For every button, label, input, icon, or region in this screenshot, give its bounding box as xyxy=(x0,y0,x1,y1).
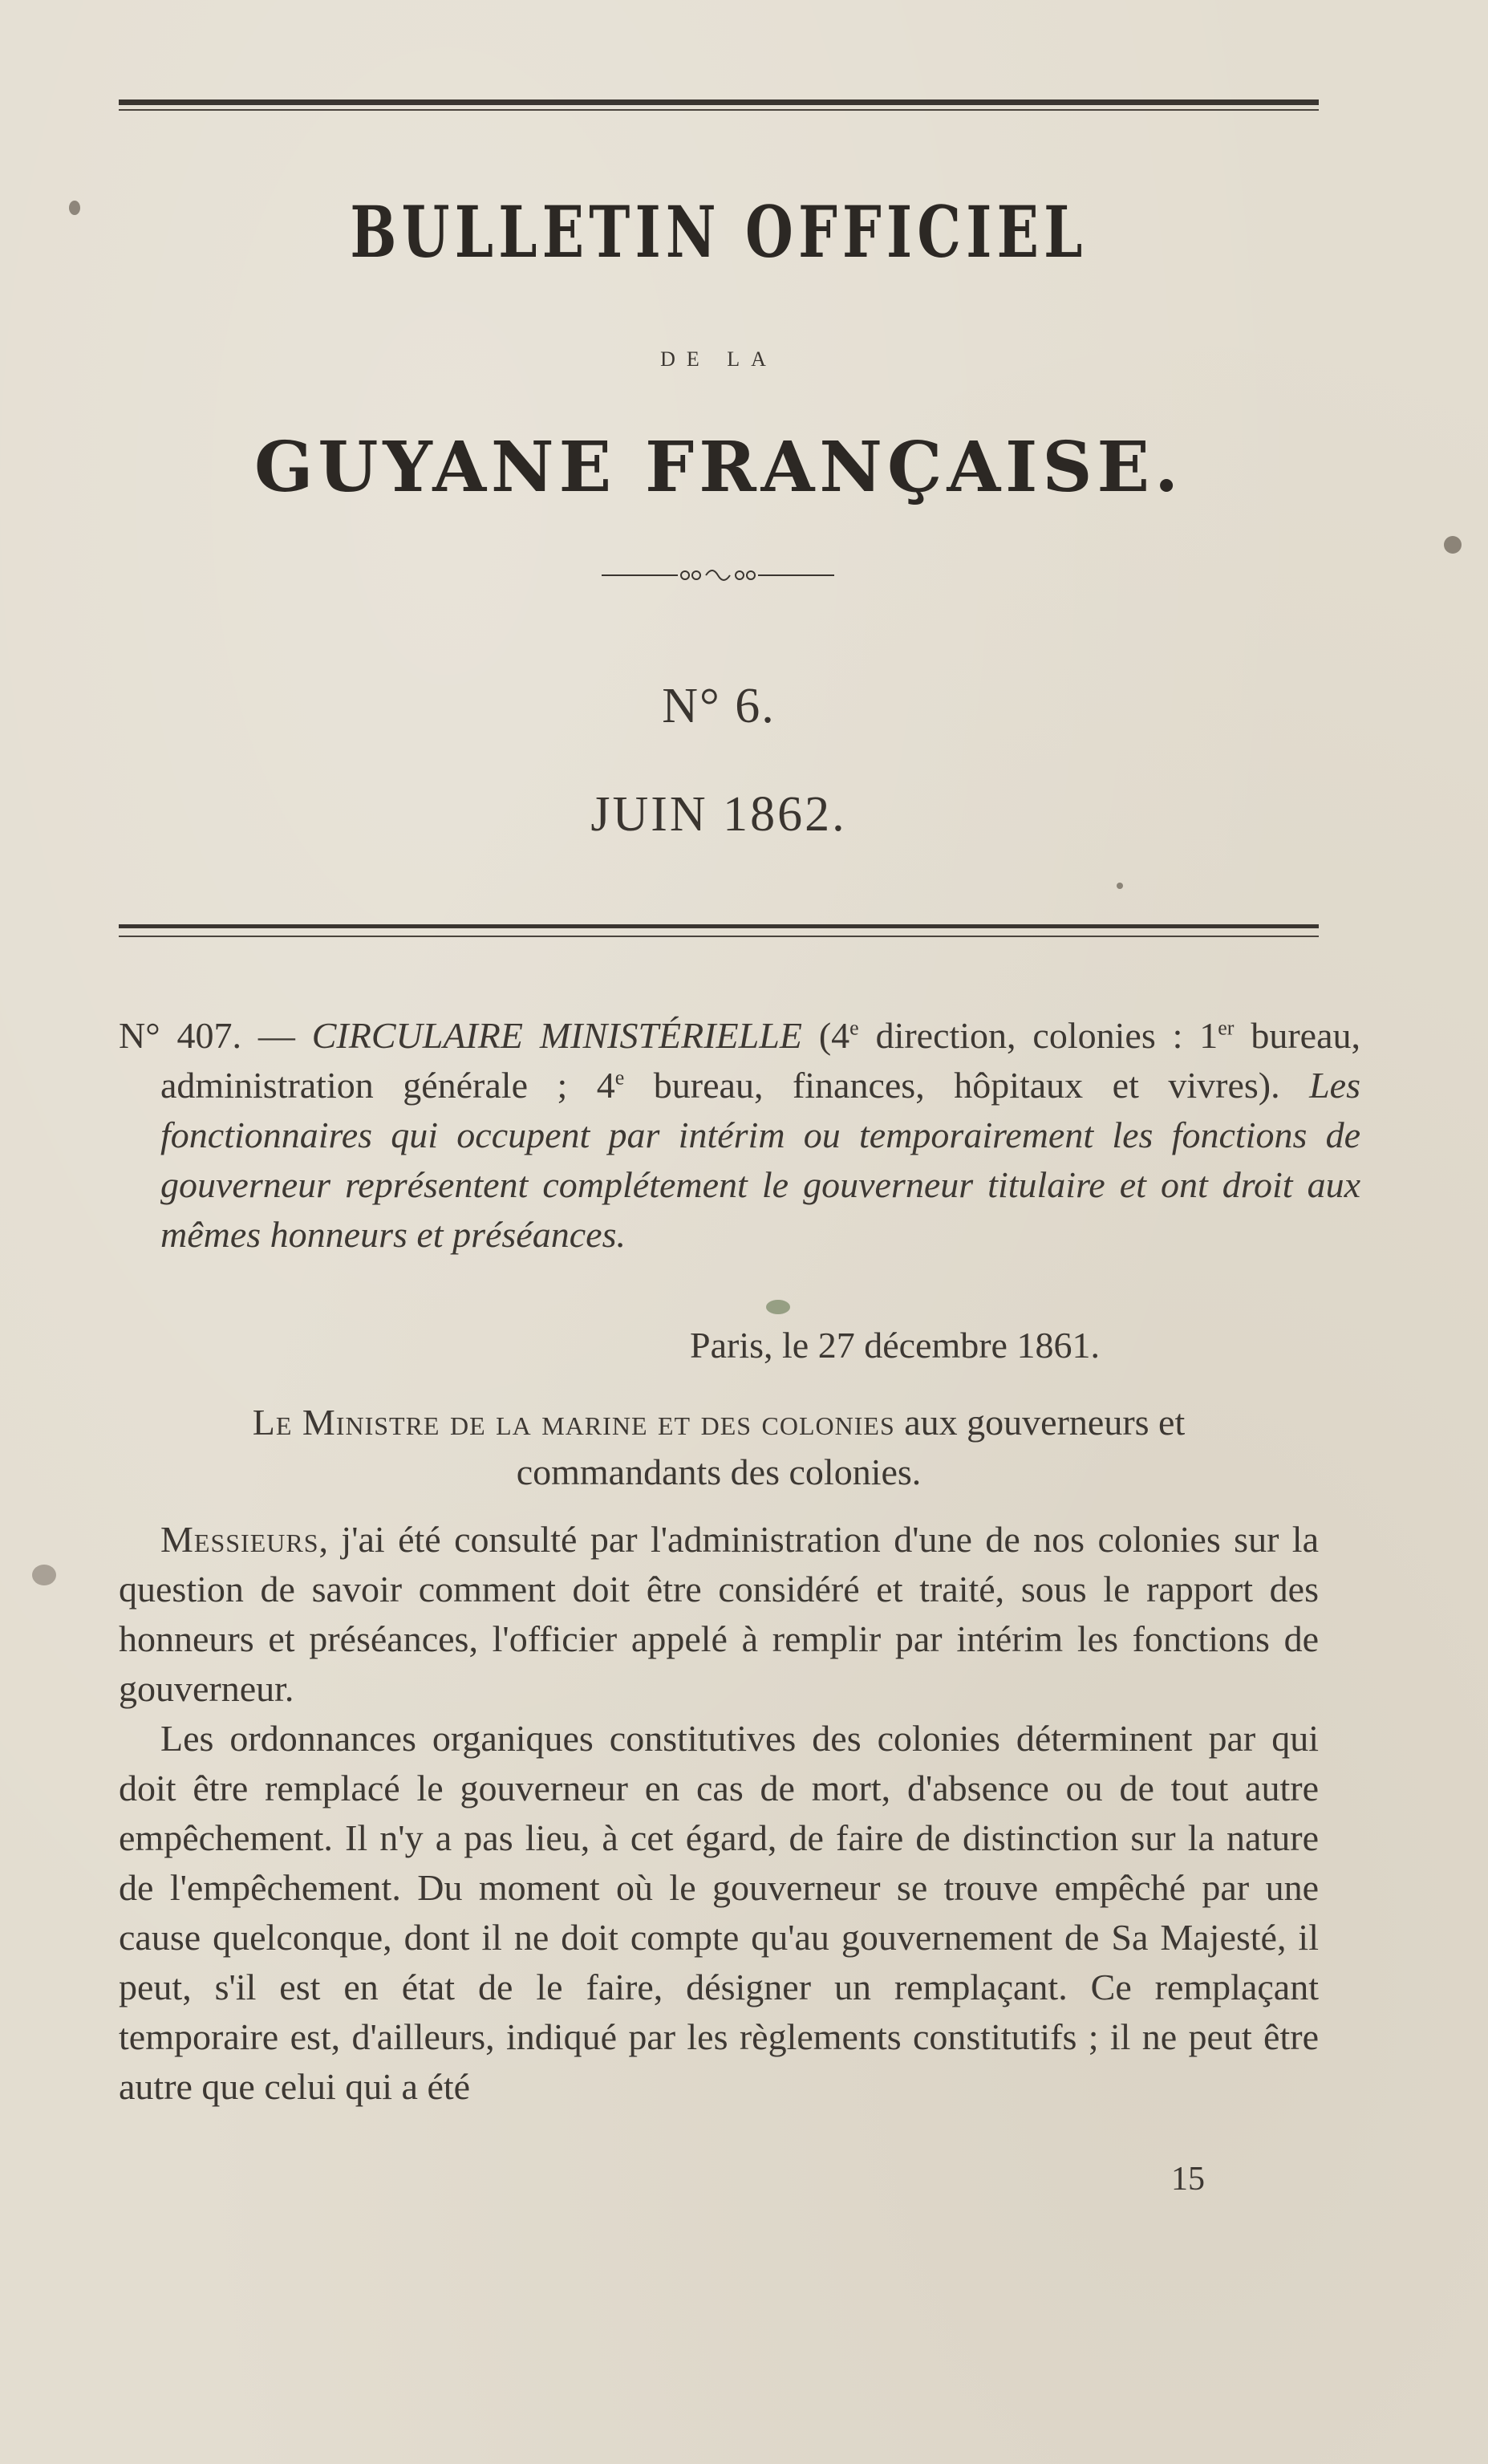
title-connector: DE LA xyxy=(660,347,777,371)
header-bottom-rule-thin xyxy=(119,936,1319,937)
paper-speck xyxy=(69,201,80,215)
article-type: CIRCULAIRE MINISTÉRIELLE xyxy=(311,1015,802,1056)
article-heading xyxy=(119,1011,1360,1260)
bureau1-sup: er xyxy=(1218,1016,1235,1040)
header-bottom-rule xyxy=(119,924,1319,928)
salutation: Messieurs xyxy=(160,1519,319,1560)
paper-speck xyxy=(766,1300,790,1314)
paragraph-2: Les ordonnances organiques constitutives des colonies déterminent par qui doit être remplacé le gouverneur en cas de mort, d'absence ou de tout autre empêchement. Il n'y a pas lieu, à cet égard, de faire de distinction sur la nature de l'empêchement. Du moment où le gouverneur se trouve empêché par une cause quelconque, dont il ne doit compte qu'au gouvernement de Sa Majesté, il peut, s'il est en état de le faire, désigner un remplaçant. Ce remplaçant temporaire est, d'ailleurs, indiqué par les règlements constitutifs ; il ne peut être autre que celui qui a été xyxy=(119,1718,1319,2107)
paper-speck xyxy=(1117,883,1123,889)
place-and-date: Paris, le 27 décembre 1861. xyxy=(690,1325,1100,1366)
top-rule xyxy=(119,99,1319,105)
bureau2-sup: e xyxy=(614,1066,625,1090)
direction-text: direction, colonies : 1 xyxy=(858,1015,1218,1056)
paper-speck xyxy=(1444,536,1462,554)
bureau1-text: bureau, administration générale ; 4 xyxy=(160,1015,1360,1106)
article-number: N° 407. — xyxy=(119,1015,312,1056)
issue-date: JUIN 1862. xyxy=(590,787,847,842)
addressee xyxy=(119,1398,1319,1497)
sender: Le Ministre de la marine et des colonies xyxy=(252,1402,895,1443)
paragraph-1 xyxy=(119,1515,1319,1714)
top-rule-thin xyxy=(119,109,1319,111)
bulletin-title: BULLETIN OFFICIEL xyxy=(350,190,1088,274)
colony-title: GUYANE FRANÇAISE. xyxy=(253,427,1184,508)
direction-open: (4 xyxy=(801,1015,850,1056)
page-number: 15 xyxy=(1171,2161,1205,2198)
ornament-divider xyxy=(602,563,834,587)
addressee-rest: aux gouverneurs et commandants des colonies. xyxy=(516,1402,1186,1492)
paragraph-1-text: , j'ai été consulté par l'administration d'une de nos colonies sur la question de savoir comment doit être considéré et traité, sous le rapport des honneurs et préséances, l'officier appelé à remplir par intérim les fonctions de gouverneur. xyxy=(119,1519,1319,1709)
direction-sup: e xyxy=(849,1016,859,1040)
issue-number: N° 6. xyxy=(662,679,776,733)
circular-body xyxy=(119,1515,1319,2112)
article-summary: Les fonctionnaires qui occupent par intérim ou temporairement les fonctions de gouverneur représentent complétement le gouverneur titulaire et ont droit aux mêmes honneurs et préséances. xyxy=(160,1065,1360,1255)
paper-speck xyxy=(32,1565,56,1585)
bureau2-text: bureau, finances, hôpitaux et vivres). xyxy=(624,1065,1280,1106)
